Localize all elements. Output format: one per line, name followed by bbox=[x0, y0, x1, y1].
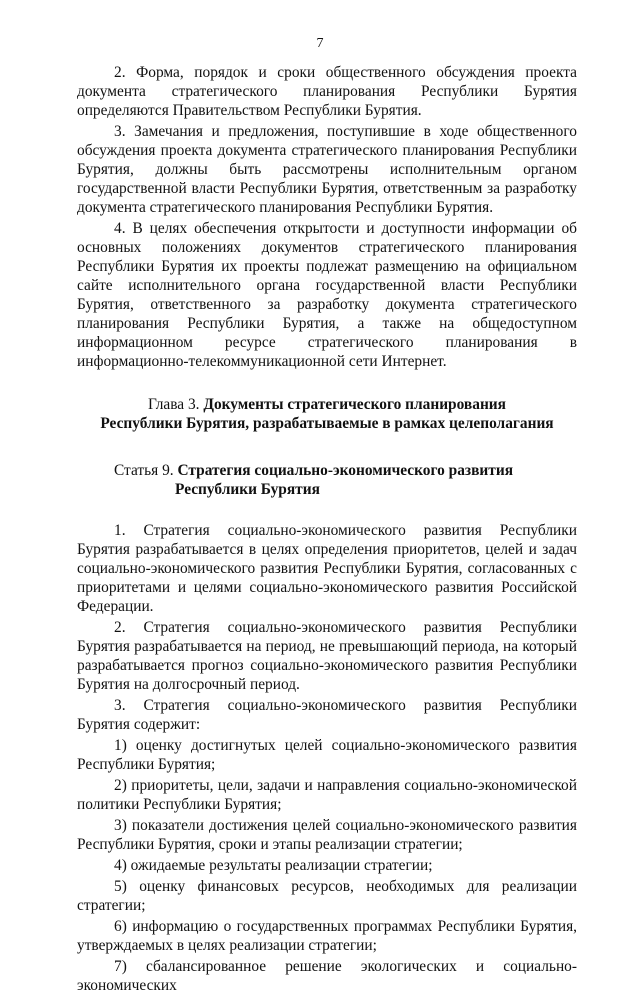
paragraph-3-comments: 3. Замечания и предложения, поступившие в ходе общественного обсуждения проекта документа стратегического планирования Республики Бурятия, должны быть рассмотрены исполнительным органом государственной власти Республики Бурятия, ответственным за разработку документа стратегического планирования Республики Бурятия. bbox=[77, 123, 577, 216]
article-title-line2: Республики Бурятия bbox=[175, 481, 320, 498]
article-prefix: Статья 9. bbox=[114, 462, 174, 479]
list-item-7: 7) сбалансированное решение экологических и социально-экономических bbox=[77, 958, 577, 994]
paragraph-2-public-discussion: 2. Форма, порядок и сроки общественного обсуждения проекта документа стратегического планирования Республики Бурятия определяются Правительством Республики Бурятия. bbox=[77, 64, 577, 119]
list-item-1: 1) оценку достигнутых целей социально-экономического развития Республики Бурятия; bbox=[77, 737, 577, 773]
list-item-2: 2) приоритеты, цели, задачи и направления социально-экономической политики Республики Бурятия; bbox=[77, 777, 577, 813]
paragraph-4-openness: 4. В целях обеспечения открытости и доступности информации об основных положениях документов стратегического планирования Республики Бурятия их проекты подлежат размещению на официальном сайте исполнительного органа государственной власти Республики Бурятия, ответственного за разработку документа стратегического планирования Республики Бурятия, а также на общедоступном информационном ресурсе стратегического планирования в информационно-телекоммуникационной сети Интернет. bbox=[77, 220, 577, 370]
article-heading bbox=[77, 461, 577, 499]
document-body bbox=[77, 63, 577, 995]
chapter-title-line2: Республики Бурятия, разрабатываемые в рамках целеполагания bbox=[100, 415, 554, 432]
article-paragraph-3: 3. Стратегия социально-экономического развития Республики Бурятия содержит: bbox=[77, 697, 577, 733]
list-item-6: 6) информацию о государственных программах Республики Бурятия, утверждаемых в целях реализации стратегии; bbox=[77, 918, 577, 954]
list-item-3: 3) показатели достижения целей социально-экономического развития Республики Бурятия, сроки и этапы реализации стратегии; bbox=[77, 817, 577, 853]
chapter-heading bbox=[77, 395, 577, 433]
page-number: 7 bbox=[316, 36, 324, 51]
article-paragraph-1: 1. Стратегия социально-экономического развития Республики Бурятия разрабатывается в целях определения приоритетов, целей и задач социально-экономического развития Республики Бурятия, согласованных с приоритетами и целями социально-экономического развития Российской Федерации. bbox=[77, 522, 577, 615]
article-paragraph-2: 2. Стратегия социально-экономического развития Республики Бурятия разрабатывается на период, не превышающий периода, на который разрабатывается прогноз социально-экономического развития Республики Бурятия на долгосрочный период. bbox=[77, 619, 577, 693]
list-item-5: 5) оценку финансовых ресурсов, необходимых для реализации стратегии; bbox=[77, 878, 577, 914]
chapter-title-line1: Документы стратегического планирования bbox=[203, 396, 507, 413]
article-title-line1: Стратегия социально-экономического развития bbox=[177, 462, 514, 479]
chapter-prefix: Глава 3. bbox=[147, 396, 200, 413]
list-item-4: 4) ожидаемые результаты реализации стратегии; bbox=[114, 857, 433, 874]
